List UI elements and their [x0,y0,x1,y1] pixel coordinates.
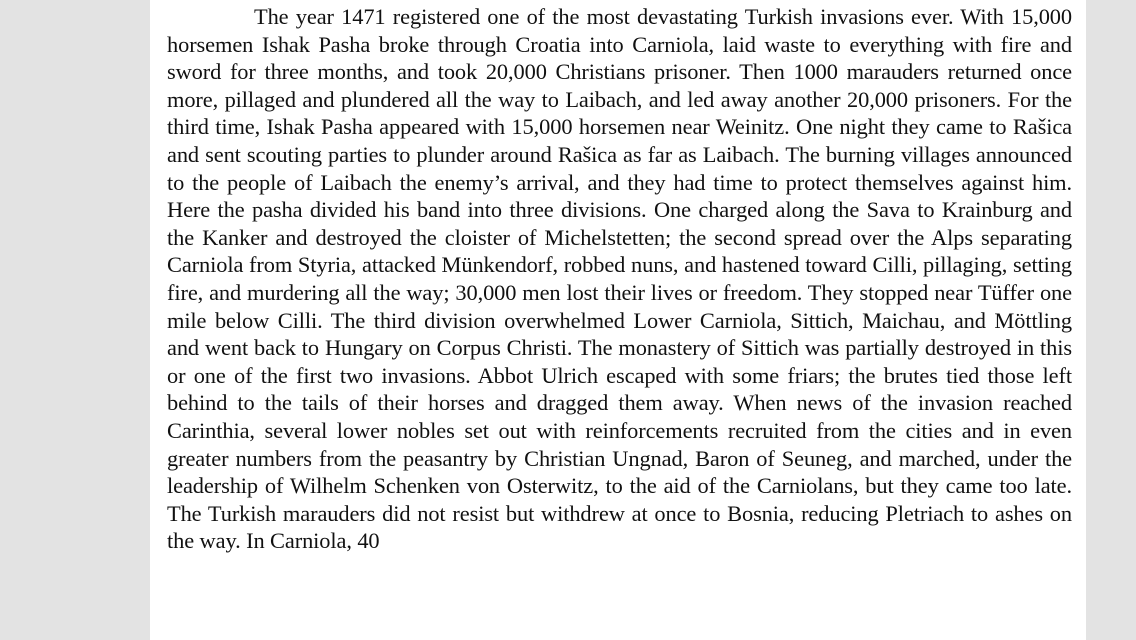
document-page [150,0,1086,640]
body-paragraph: The year 1471 registered one of the most devastating Turkish invasions ever. With 15,000 horsemen Ishak Pasha broke through Croatia into Carniola, laid waste to everything with fire and sword for three months, and took 20,000 Christians prisoner. Then 1000 marauders returned once more, pillaged and plundered all the way to Laibach, and led away another 20,000 prisoners. For the third time, Ishak Pasha appeared with 15,000 horsemen near Weinitz. One night they came to Rašica and sent scouting parties to plunder around Rašica as far as Laibach. The burning villages announced to the people of Laibach the enemy’s arrival, and they had time to protect themselves against him. Here the pasha divided his band into three divisions. One charged along the Sava to Krainburg and the Kanker and destroyed the cloister of Michelstetten; the second spread over the Alps separating Carniola from Styria, attacked Münkendorf, robbed nuns, and hastened toward Cilli, pillaging, setting fire, and murdering all the way; 30,000 men lost their lives or freedom. They stopped near Tüffer one mile below Cilli. The third division overwhelmed Lower Carniola, Sittich, Maichau, and Möttling and went back to Hungary on Corpus Christi. The monastery of Sittich was partially destroyed in this or one of the first two invasions. Abbot Ulrich escaped with some friars; the brutes tied those left behind to the tails of their horses and dragged them away. When news of the invasion reached Carinthia, several lower nobles set out with reinforcements recruited from the cities and in even greater numbers from the peasantry by Christian Ungnad, Baron of Seuneg, and marched, under the leadership of Wilhelm Schenken von Osterwitz, to the aid of the Carniolans, but they came too late. The Turkish marauders did not resist but withdrew at once to Bosnia, reducing Pletriach to ashes on the way. In Carniola, 40 [167,4,1072,554]
